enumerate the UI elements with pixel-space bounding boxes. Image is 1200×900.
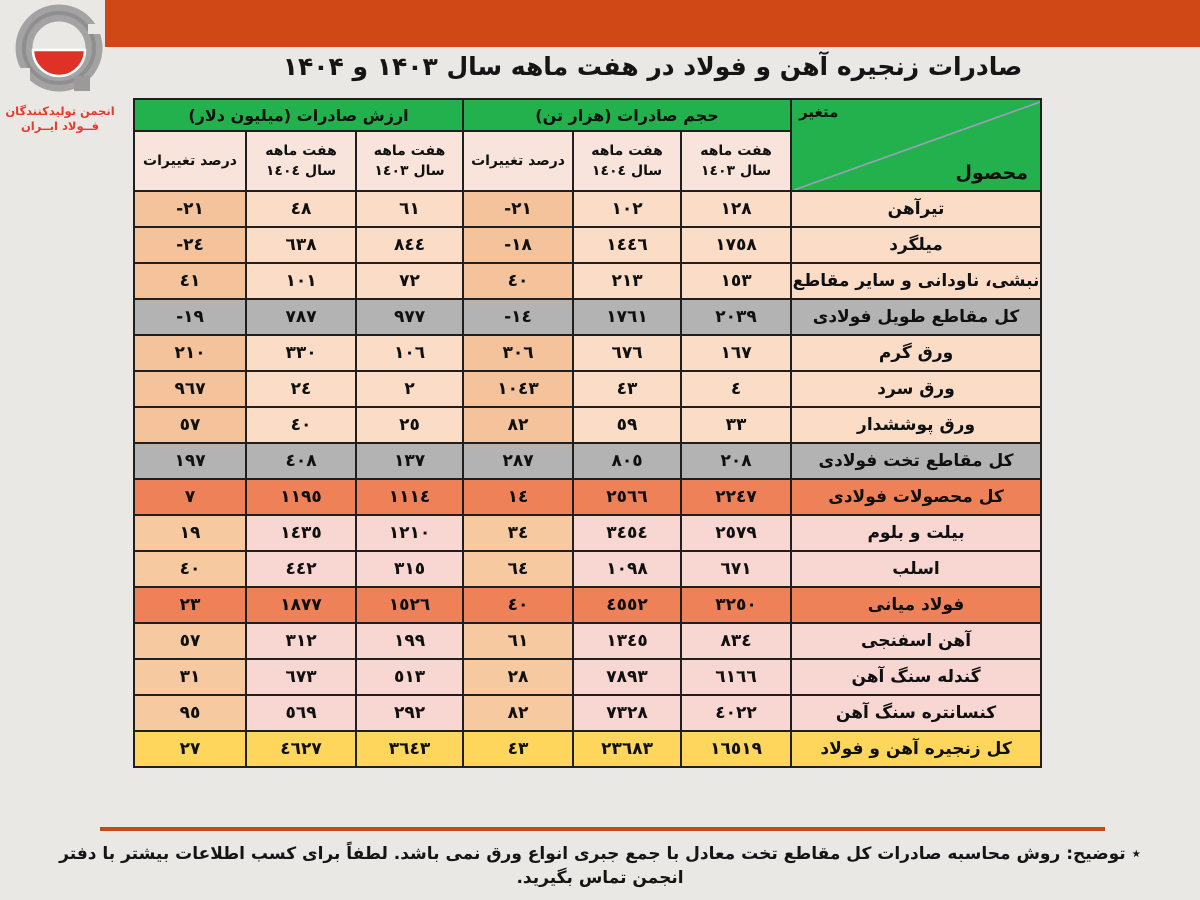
- volume-1404-header: [573, 131, 681, 191]
- value-1403-cell: ١٥٢٦: [356, 587, 463, 623]
- volume-1403-cell: ٢٥٧٩: [681, 515, 791, 551]
- volume-1404-cell: ١٠٢: [573, 191, 681, 227]
- value-pct-cell: ٥٧: [134, 623, 246, 659]
- value-1403-cell: ١٣٧: [356, 443, 463, 479]
- value-1404-cell: ١٨٧٧: [246, 587, 356, 623]
- table-row: [134, 227, 1041, 263]
- volume-1403-cell: ١٦٥١٩: [681, 731, 791, 767]
- value-pct-cell: ٤١: [134, 263, 246, 299]
- volume-pct-cell: -١٤: [463, 299, 573, 335]
- value-1404-cell: ٤٠٨: [246, 443, 356, 479]
- volume-1404-cell: ٦٧٦: [573, 335, 681, 371]
- product-cell: فولاد میانی: [791, 587, 1041, 623]
- volume-pct-cell: ٣٤: [463, 515, 573, 551]
- volume-pct-cell: -١٨: [463, 227, 573, 263]
- volume-1404-cell: ١٧٦١: [573, 299, 681, 335]
- sub-header-line: هفت ماهه: [265, 142, 337, 159]
- volume-1403-cell: ١٦٧: [681, 335, 791, 371]
- volume-1403-cell: ٢٠٣٩: [681, 299, 791, 335]
- product-cell: اسلب: [791, 551, 1041, 587]
- volume-1404-cell: ٥٩: [573, 407, 681, 443]
- volume-1403-cell: ١٢٨: [681, 191, 791, 227]
- product-cell: ورق سرد: [791, 371, 1041, 407]
- table-row: [134, 515, 1041, 551]
- volume-1404-cell: ١٠٩٨: [573, 551, 681, 587]
- value-1403-cell: ٦١: [356, 191, 463, 227]
- volume-pct-cell: ٢٨٧: [463, 443, 573, 479]
- product-cell: گندله سنگ آهن: [791, 659, 1041, 695]
- corner-label-product: محصول: [955, 162, 1029, 184]
- value-1404-cell: ٤٠: [246, 407, 356, 443]
- volume-1404-cell: ٢٥٦٦: [573, 479, 681, 515]
- volume-1403-cell: ٣٢٥٠: [681, 587, 791, 623]
- logo-caption-line2: فــولاد ایــران: [20, 118, 100, 133]
- value-pct-cell: -٢١: [134, 191, 246, 227]
- volume-1404-cell: ٢١٣: [573, 263, 681, 299]
- product-cell: آهن اسفنجی: [791, 623, 1041, 659]
- volume-1404-cell: ١٤٤٦: [573, 227, 681, 263]
- value-1403-cell: ١١١٤: [356, 479, 463, 515]
- value-pct-cell: ٩٦٧: [134, 371, 246, 407]
- table-row: [134, 623, 1041, 659]
- value-1404-cell: ١٤٣٥: [246, 515, 356, 551]
- table-row: [134, 407, 1041, 443]
- volume-1403-cell: ١٥٣: [681, 263, 791, 299]
- volume-1404-cell: ١٣٤٥: [573, 623, 681, 659]
- value-1404-cell: ٢٤: [246, 371, 356, 407]
- table-row: [134, 371, 1041, 407]
- value-1403-cell: ٥١٣: [356, 659, 463, 695]
- value-1403-cell: ١٩٩: [356, 623, 463, 659]
- value-1403-cell: ٩٧٧: [356, 299, 463, 335]
- sub-header-line: سال ١٤٠٤: [265, 163, 337, 179]
- top-banner: [105, 0, 1200, 47]
- volume-1404-cell: ٤٣: [573, 371, 681, 407]
- volume-pct-cell: ٨٢: [463, 407, 573, 443]
- value-1403-cell: ٢٩٢: [356, 695, 463, 731]
- value-1404-cell: ٤٨: [246, 191, 356, 227]
- association-logo: [4, 4, 116, 134]
- volume-1403-cell: ٨٣٤: [681, 623, 791, 659]
- table-row: [134, 659, 1041, 695]
- volume-1403-cell: ٢٠٨: [681, 443, 791, 479]
- value-pct-cell: ٢٣: [134, 587, 246, 623]
- volume-1404-cell: ٧٣٢٨: [573, 695, 681, 731]
- page-title: صادرات زنجیره آهن و فولاد در هفت ماهه سال ۱۴۰۳ و ۱۴۰۴: [282, 52, 1023, 81]
- value-1403-cell: ١٢١٠: [356, 515, 463, 551]
- volume-pct-cell: ٢٨: [463, 659, 573, 695]
- value-pct-cell: -١٩: [134, 299, 246, 335]
- table-row: [134, 731, 1041, 767]
- table-row: [134, 479, 1041, 515]
- volume-1404-cell: ٢٣٦٨٣: [573, 731, 681, 767]
- product-cell: کل زنجیره آهن و فولاد: [791, 731, 1041, 767]
- sub-header-line: سال ١٤٠٣: [700, 163, 772, 179]
- value-1404-header: [246, 131, 356, 191]
- table-row: [134, 263, 1041, 299]
- value-pct-cell: ٧: [134, 479, 246, 515]
- table-body: [134, 191, 1041, 767]
- volume-pct-cell: ١٤: [463, 479, 573, 515]
- volume-group-header: حجم صادرات (هزار تن): [463, 99, 791, 131]
- logo-caption: [4, 104, 116, 134]
- volume-1403-cell: ٦١٦٦: [681, 659, 791, 695]
- value-pct-cell: ١٩: [134, 515, 246, 551]
- table-row: [134, 191, 1041, 227]
- value-1404-cell: ٧٨٧: [246, 299, 356, 335]
- value-1404-cell: ٤٦٢٧: [246, 731, 356, 767]
- value-pct-cell: ٤٠: [134, 551, 246, 587]
- volume-1403-header: [681, 131, 791, 191]
- table-group-header-row: [134, 99, 1041, 131]
- value-1403-cell: ٢: [356, 371, 463, 407]
- value-pct-cell: ٣١: [134, 659, 246, 695]
- value-1403-cell: ٧٢: [356, 263, 463, 299]
- volume-1403-cell: ٢٢٤٧: [681, 479, 791, 515]
- value-pct-cell: ٢٧: [134, 731, 246, 767]
- corner-header-cell: [791, 99, 1041, 191]
- logo-caption-line1: انجمن تولیدکنندگان: [5, 104, 115, 118]
- volume-pct-cell: ٤٠: [463, 263, 573, 299]
- value-1404-cell: ١٠١: [246, 263, 356, 299]
- volume-1403-cell: ٤: [681, 371, 791, 407]
- product-cell: ورق پوششدار: [791, 407, 1041, 443]
- sub-header-line: سال ١٤٠٣: [374, 163, 445, 179]
- value-pct-cell: -٢٤: [134, 227, 246, 263]
- product-cell: کل مقاطع تخت فولادی: [791, 443, 1041, 479]
- volume-pct-cell: ٦١: [463, 623, 573, 659]
- product-cell: ورق گرم: [791, 335, 1041, 371]
- steel-association-logo-icon: [8, 4, 112, 100]
- product-cell: تیرآهن: [791, 191, 1041, 227]
- volume-1403-cell: ١٧٥٨: [681, 227, 791, 263]
- sub-header-line: هفت ماهه: [373, 142, 446, 159]
- volume-pct-cell: ١٠٤٣: [463, 371, 573, 407]
- value-1404-cell: ٤٤٢: [246, 551, 356, 587]
- value-1404-cell: ٣٣٠: [246, 335, 356, 371]
- corner-label-variable: متغیر: [799, 103, 839, 121]
- sub-header-line: هفت ماهه: [700, 142, 772, 159]
- exports-table: [133, 98, 1042, 768]
- value-pct-cell: ١٩٧: [134, 443, 246, 479]
- value-pct-header: درصد تغییرات: [134, 131, 246, 191]
- volume-1404-cell: ٧٨٩٣: [573, 659, 681, 695]
- table-row: [134, 443, 1041, 479]
- value-group-header: ارزش صادرات (میلیون دلار): [134, 99, 463, 131]
- sub-header-line: هفت ماهه: [591, 142, 663, 159]
- table-row: [134, 335, 1041, 371]
- table-row: [134, 299, 1041, 335]
- value-1404-cell: ١١٩٥: [246, 479, 356, 515]
- product-cell: کل محصولات فولادی: [791, 479, 1041, 515]
- value-pct-cell: ٥٧: [134, 407, 246, 443]
- product-cell: کنسانتره سنگ آهن: [791, 695, 1041, 731]
- volume-1404-cell: ٨٠٥: [573, 443, 681, 479]
- volume-1403-cell: ٣٣: [681, 407, 791, 443]
- volume-pct-cell: -٢١: [463, 191, 573, 227]
- value-1403-header: [356, 131, 463, 191]
- volume-1403-cell: ٤٠٢٢: [681, 695, 791, 731]
- volume-1404-cell: ٣٤٥٤: [573, 515, 681, 551]
- value-1403-cell: ٣٦٤٣: [356, 731, 463, 767]
- value-pct-cell: ٩٥: [134, 695, 246, 731]
- value-1404-cell: ٦٧٣: [246, 659, 356, 695]
- value-1403-cell: ٢٥: [356, 407, 463, 443]
- table-row: [134, 587, 1041, 623]
- volume-pct-cell: ٦٤: [463, 551, 573, 587]
- volume-1403-cell: ٦٧١: [681, 551, 791, 587]
- product-cell: نبشی، ناودانی و سایر مقاطع: [791, 263, 1041, 299]
- product-cell: کل مقاطع طویل فولادی: [791, 299, 1041, 335]
- value-1404-cell: ٥٦٩: [246, 695, 356, 731]
- volume-pct-cell: ٣٠٦: [463, 335, 573, 371]
- value-1404-cell: ٦٣٨: [246, 227, 356, 263]
- table-row: [134, 551, 1041, 587]
- value-pct-cell: ٢١٠: [134, 335, 246, 371]
- footer-separator-line: [100, 827, 1105, 831]
- footnote-text: ٭ توضیح: روش محاسبه صادرات کل مقاطع تخت معادل با جمع جبری انواع ورق نمی باشد. لطفاً برای کسب اطلاعات بیشتر با دفتر انجمن تماس بگیرید.: [59, 844, 1141, 888]
- value-1403-cell: ٣١٥: [356, 551, 463, 587]
- volume-1404-cell: ٤٥٥٢: [573, 587, 681, 623]
- sub-header-line: سال ١٤٠٤: [591, 163, 663, 179]
- volume-pct-cell: ٨٢: [463, 695, 573, 731]
- product-cell: میلگرد: [791, 227, 1041, 263]
- table-row: [134, 695, 1041, 731]
- value-1404-cell: ٣١٢: [246, 623, 356, 659]
- volume-pct-cell: ٤٣: [463, 731, 573, 767]
- product-cell: بیلت و بلوم: [791, 515, 1041, 551]
- value-1403-cell: ١٠٦: [356, 335, 463, 371]
- volume-pct-cell: ٤٠: [463, 587, 573, 623]
- volume-pct-header: درصد تغییرات: [463, 131, 573, 191]
- value-1403-cell: ٨٤٤: [356, 227, 463, 263]
